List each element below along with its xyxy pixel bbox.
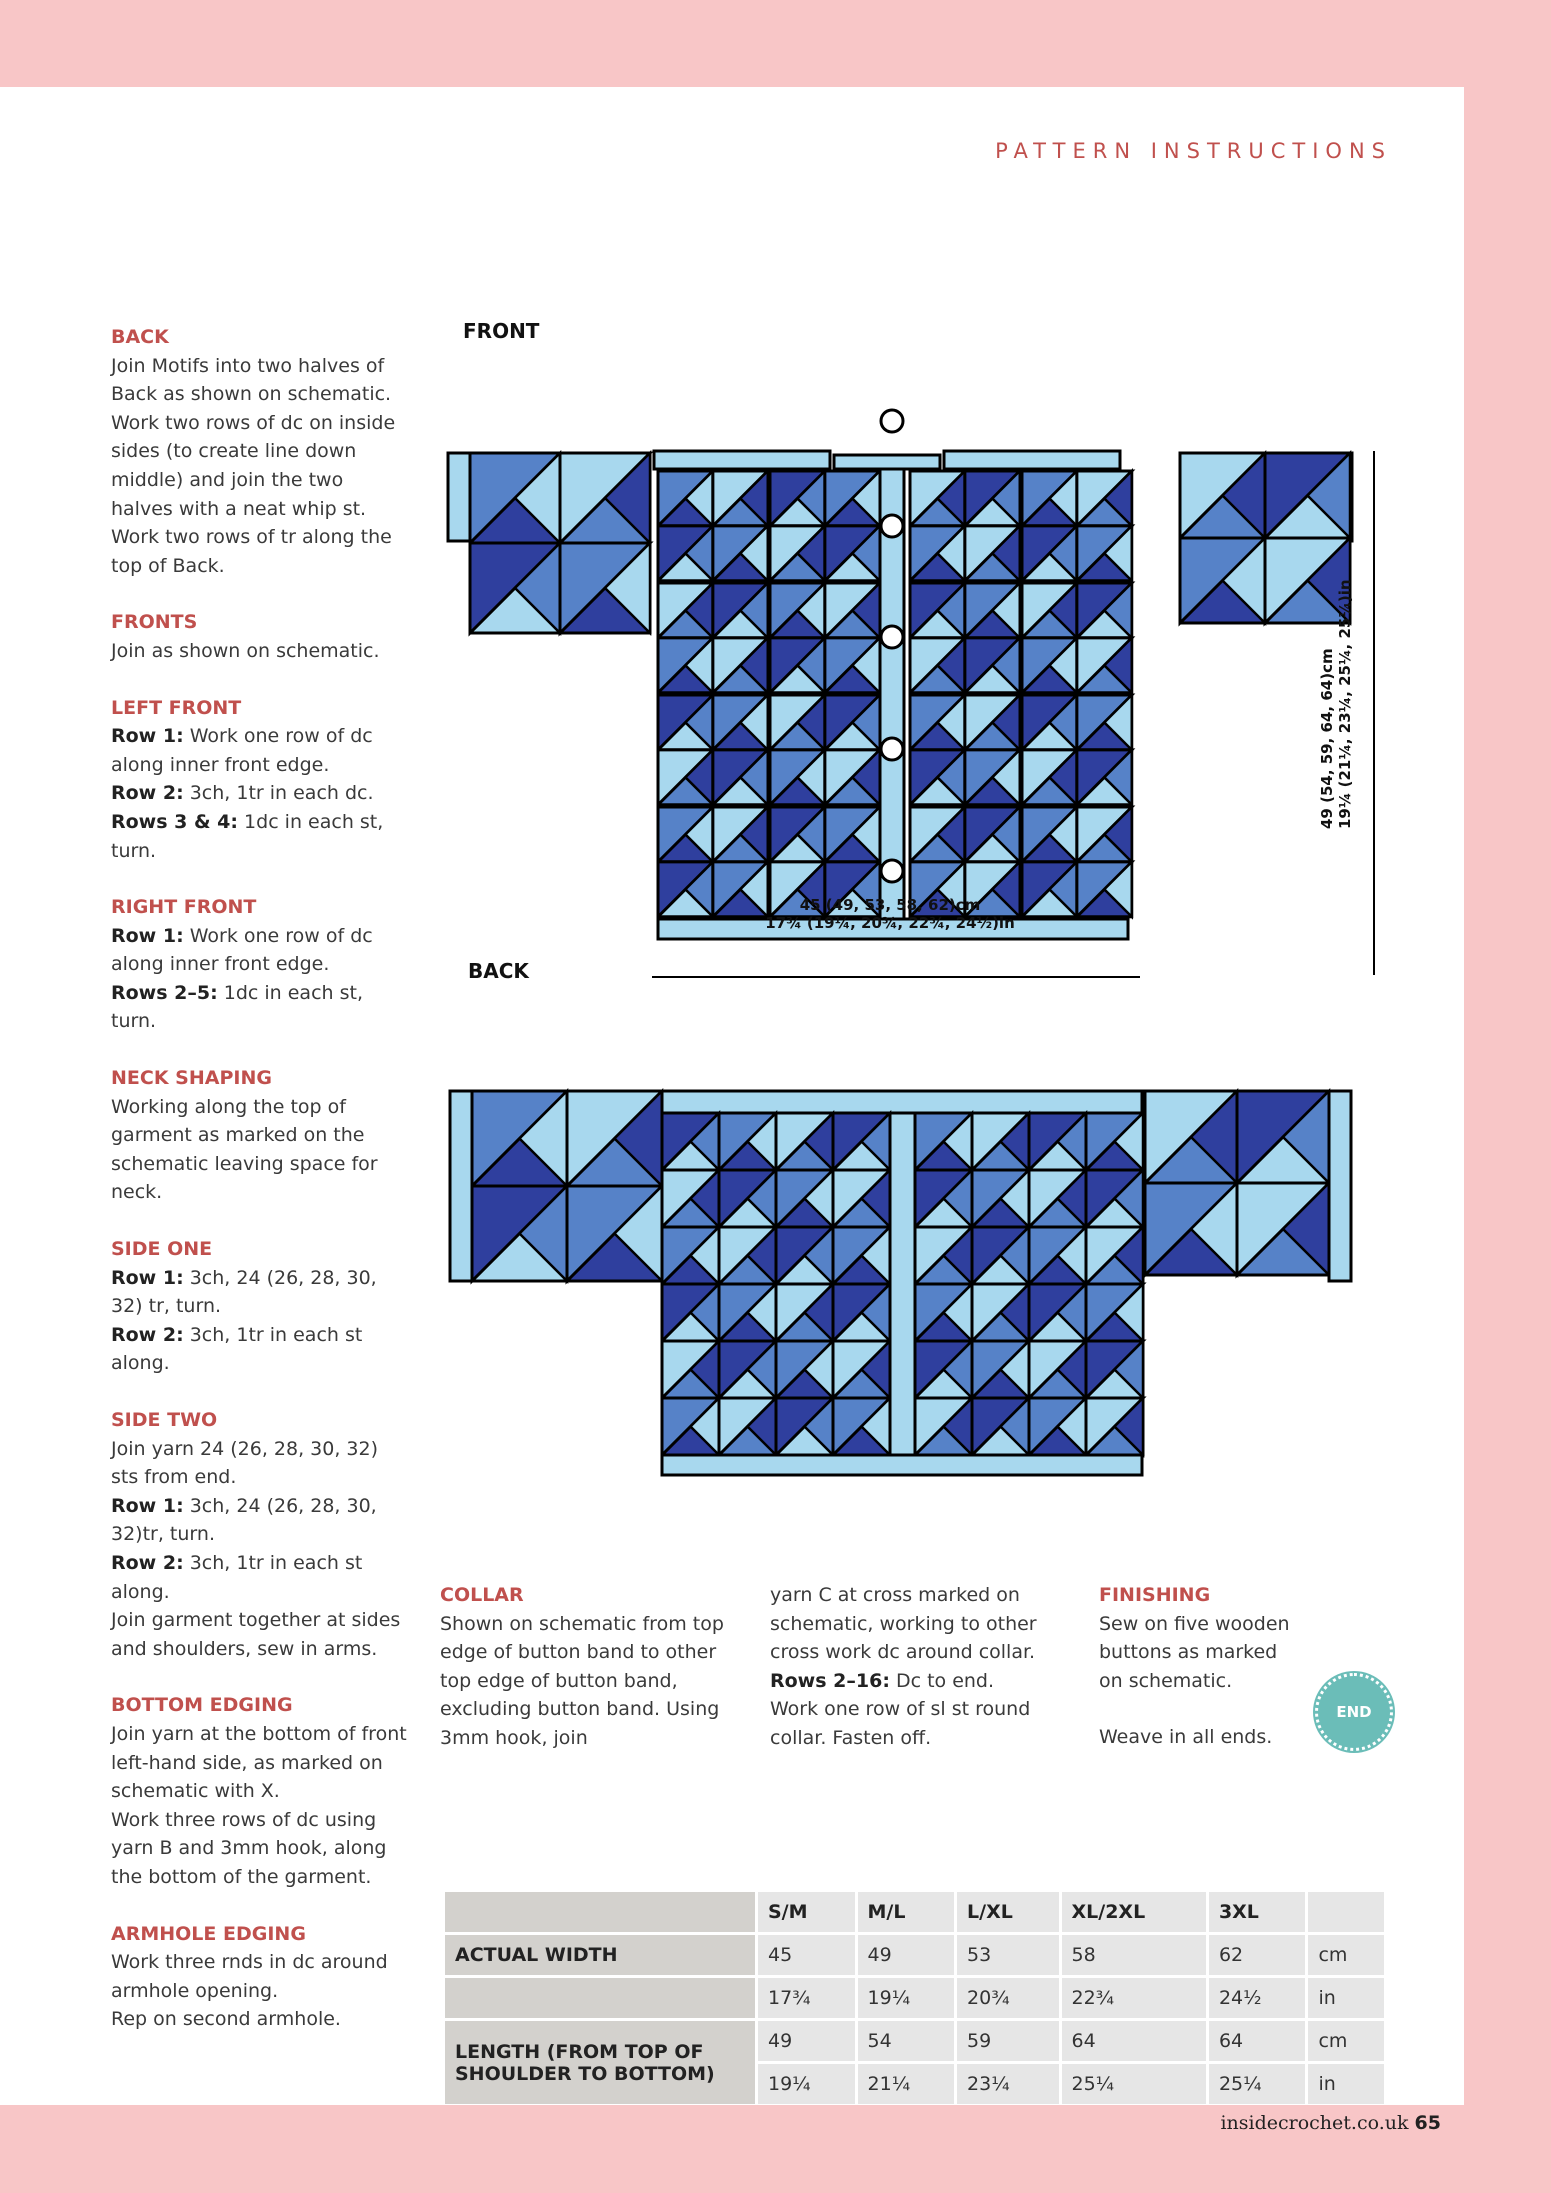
section-title: NECK SHAPING: [111, 1067, 272, 1090]
collar-section: [440, 1581, 750, 1753]
cuff-right: [1329, 1091, 1351, 1281]
instruction-text: Work one row of dc along inner front edge.: [111, 725, 373, 776]
collar-band: [834, 455, 940, 469]
left-column: [111, 323, 411, 2062]
table-cell: 22¾: [1062, 1978, 1206, 2018]
table-cell: 49: [758, 2021, 855, 2061]
instruction-line: [111, 979, 411, 1036]
footer: [1220, 2112, 1441, 2134]
instruction-line: [111, 1492, 411, 1549]
table-cell: 17¾: [758, 1978, 855, 2018]
table-header-cell: XL/2XL: [1062, 1892, 1206, 1932]
instruction-label: Row 1:: [111, 1266, 184, 1289]
section-header: PATTERN INSTRUCTIONS: [995, 139, 1392, 163]
table-cell: 19¼: [758, 2064, 855, 2104]
table-cell: 49: [858, 1935, 955, 1975]
instruction-section: [111, 694, 411, 866]
instruction-line: [111, 1948, 411, 2005]
table-cell: 45: [758, 1935, 855, 1975]
instruction-text: Join yarn at the bottom of front left-hand side, as marked on schematic with X.: [111, 1722, 407, 1803]
length-dim-cm: 49 (54, 59, 64, 64)cm: [1318, 648, 1336, 829]
neck-band: [662, 1091, 1142, 1113]
table-header-cell: 3XL: [1209, 1892, 1306, 1932]
instruction-label: Row 2:: [111, 782, 184, 805]
collar-text-1: Shown on schematic from top edge of button band to other top edge of button band, excluding button band. Using 3mm hook, join: [440, 1612, 724, 1749]
instruction-section: [111, 1406, 411, 1663]
table-cell: 24½: [1209, 1978, 1306, 2018]
table-cell: 54: [858, 2021, 955, 2061]
section-title: SIDE ONE: [111, 1238, 213, 1261]
instruction-line: [111, 779, 411, 808]
back-schematic: [440, 993, 1400, 1523]
table-row: [445, 1935, 1384, 1975]
section-title: FRONTS: [111, 611, 198, 634]
length-dimension: [1318, 579, 1354, 829]
instruction-section: [111, 1235, 411, 1378]
button-icon: [881, 515, 903, 537]
table-header-row: [445, 1892, 1384, 1932]
table-cell: 19¼: [858, 1978, 955, 2018]
table-cell: 64: [1062, 2021, 1206, 2061]
collar-rows-label: Rows 2–16:: [770, 1669, 890, 1692]
table-cell: 23¼: [957, 2064, 1058, 2104]
instruction-line: [111, 352, 411, 581]
length-dim-in: 19¼ (21¼, 23¼, 25¼, 25¼)in: [1336, 579, 1354, 829]
instruction-line: [111, 1549, 411, 1606]
page: [0, 87, 1464, 2105]
instruction-section: [111, 893, 411, 1036]
table-header-cell: S/M: [758, 1892, 855, 1932]
button-icon: [881, 738, 903, 760]
instruction-label: Row 1:: [111, 924, 184, 947]
page-number: 65: [1414, 2112, 1441, 2134]
instruction-line: [111, 637, 411, 666]
finishing-text-1: Sew on five wooden buttons as marked on schematic.: [1099, 1612, 1290, 1692]
finishing-text-2: Weave in all ends.: [1099, 1726, 1273, 1749]
footer-site: insidecrochet.co.uk: [1220, 2112, 1409, 2134]
section-title: BACK: [111, 326, 169, 348]
instruction-text: Work three rnds in dc around armhole opening.: [111, 1951, 388, 2002]
instruction-label: Row 1:: [111, 1494, 184, 1517]
table-cell: cm: [1308, 1935, 1384, 1975]
cuff-left: [450, 1091, 472, 1281]
collar-text-3: Work one row of sl st round collar. Fasten off.: [770, 1698, 1031, 1749]
table-cell: 53: [957, 1935, 1058, 1975]
section-title: LEFT FRONT: [111, 696, 242, 719]
width-label: ACTUAL WIDTH: [445, 1935, 755, 1975]
table-header-cell: M/L: [858, 1892, 955, 1932]
length-label: LENGTH (FROM TOP OF SHOULDER TO BOTTOM): [445, 2021, 755, 2104]
instruction-label: Rows 3 & 4:: [111, 810, 238, 833]
instruction-line: [111, 1093, 411, 1207]
table-header-cell: [445, 1892, 755, 1932]
collar-rows-text: Dc to end.: [889, 1669, 995, 1692]
section-title: RIGHT FRONT: [111, 896, 257, 919]
table-cell: 20¾: [957, 1978, 1058, 2018]
table-cell: 58: [1062, 1935, 1206, 1975]
instruction-text: Work one row of dc along inner front edge.: [111, 924, 373, 976]
table-cell: 62: [1209, 1935, 1306, 1975]
instruction-line: [111, 1435, 411, 1492]
instruction-line: [111, 1806, 411, 1892]
instruction-text: Rep on second armhole.: [111, 2008, 341, 2031]
table-cell: 64: [1209, 2021, 1306, 2061]
button-icon: [881, 860, 903, 882]
table-cell: 25¼: [1209, 2064, 1306, 2104]
end-badge: END: [1315, 1673, 1393, 1751]
back-label: BACK: [468, 959, 529, 983]
instruction-text: 3ch, 1tr in each st along.: [111, 1551, 363, 1603]
instruction-text: 1dc in each st, turn.: [111, 981, 363, 1033]
instruction-text: Join Motifs into two halves of Back as shown on schematic. Work two rows of dc on inside sides (to create line down middle) and join the two halves with a neat whip st. Work two rows of tr along the top of Back.: [111, 354, 396, 577]
table-row: [445, 2021, 1384, 2061]
instruction-line: [111, 922, 411, 979]
instruction-line: [111, 722, 411, 779]
instruction-text: 3ch, 1tr in each dc.: [183, 782, 374, 805]
collar-rows: [770, 1667, 1060, 1696]
width-dim-cm: 45 (49, 53, 58, 62)cm: [799, 896, 981, 914]
instruction-label: Row 1:: [111, 725, 184, 748]
instruction-line: [111, 1720, 411, 1806]
instruction-line: [111, 1606, 411, 1663]
table-row: [445, 1978, 1384, 2018]
instruction-text: 3ch, 1tr in each st along.: [111, 1323, 363, 1375]
section-title: BOTTOM EDGING: [111, 1694, 293, 1717]
instruction-text: 3ch, 24 (26, 28, 30, 32)tr, turn.: [111, 1494, 377, 1546]
finishing-section: [1099, 1581, 1299, 1752]
instruction-text: Working along the top of garment as marked on the schematic leaving space for neck.: [111, 1095, 378, 1204]
instruction-section: [111, 1064, 411, 1207]
table-cell: 21¼: [858, 2064, 955, 2104]
width-dimension: [700, 896, 1080, 932]
instruction-line: [111, 1264, 411, 1321]
table-cell: [445, 1978, 755, 2018]
size-table: [442, 1889, 1387, 2107]
collar-band: [944, 451, 1120, 469]
table-cell: in: [1308, 1978, 1384, 2018]
cuff-left: [448, 453, 470, 541]
instruction-text: 1dc in each st, turn.: [111, 810, 384, 862]
instruction-line: [111, 2005, 411, 2034]
instruction-text: 3ch, 24 (26, 28, 30, 32) tr, turn.: [111, 1266, 377, 1318]
table-header-cell: [1308, 1892, 1384, 1932]
instruction-section: [111, 1920, 411, 2034]
instruction-section: [111, 608, 411, 665]
table-header-cell: L/XL: [957, 1892, 1058, 1932]
instruction-label: Rows 2–5:: [111, 981, 218, 1004]
bottom-band: [662, 1455, 1142, 1475]
instruction-label: Row 2:: [111, 1323, 184, 1346]
instruction-section: [111, 323, 411, 580]
button-icon: [881, 410, 903, 432]
section-title: ARMHOLE EDGING: [111, 1922, 306, 1945]
front-label: FRONT: [463, 319, 540, 343]
collar-title: COLLAR: [440, 1584, 524, 1606]
instruction-section: [111, 1691, 411, 1891]
collar-text-2: yarn C at cross marked on schematic, working to other cross work dc around collar.: [770, 1584, 1037, 1664]
instruction-text: Work three rows of dc using yarn B and 3mm hook, along the bottom of the garment.: [111, 1808, 387, 1888]
width-dim-in: 17¾ (19¼, 20¾, 22¾, 24½)in: [765, 914, 1015, 932]
finishing-title: FINISHING: [1099, 1584, 1211, 1606]
button-icon: [881, 626, 903, 648]
instruction-line: [111, 1321, 411, 1378]
table-cell: 25¼: [1062, 2064, 1206, 2104]
instruction-line: [111, 808, 411, 865]
instruction-text: Join garment together at sides and shoulders, sew in arms.: [111, 1609, 401, 1660]
table-cell: 59: [957, 2021, 1058, 2061]
instruction-label: Row 2:: [111, 1551, 184, 1574]
collar-band: [654, 451, 830, 469]
collar-continued: [770, 1581, 1060, 1753]
instruction-text: Join as shown on schematic.: [111, 639, 380, 662]
table-cell: cm: [1308, 2021, 1384, 2061]
table-cell: in: [1308, 2064, 1384, 2104]
center-seam: [890, 1113, 915, 1455]
instruction-text: Join yarn 24 (26, 28, 30, 32) sts from end.: [111, 1437, 379, 1489]
section-title: SIDE TWO: [111, 1409, 218, 1431]
